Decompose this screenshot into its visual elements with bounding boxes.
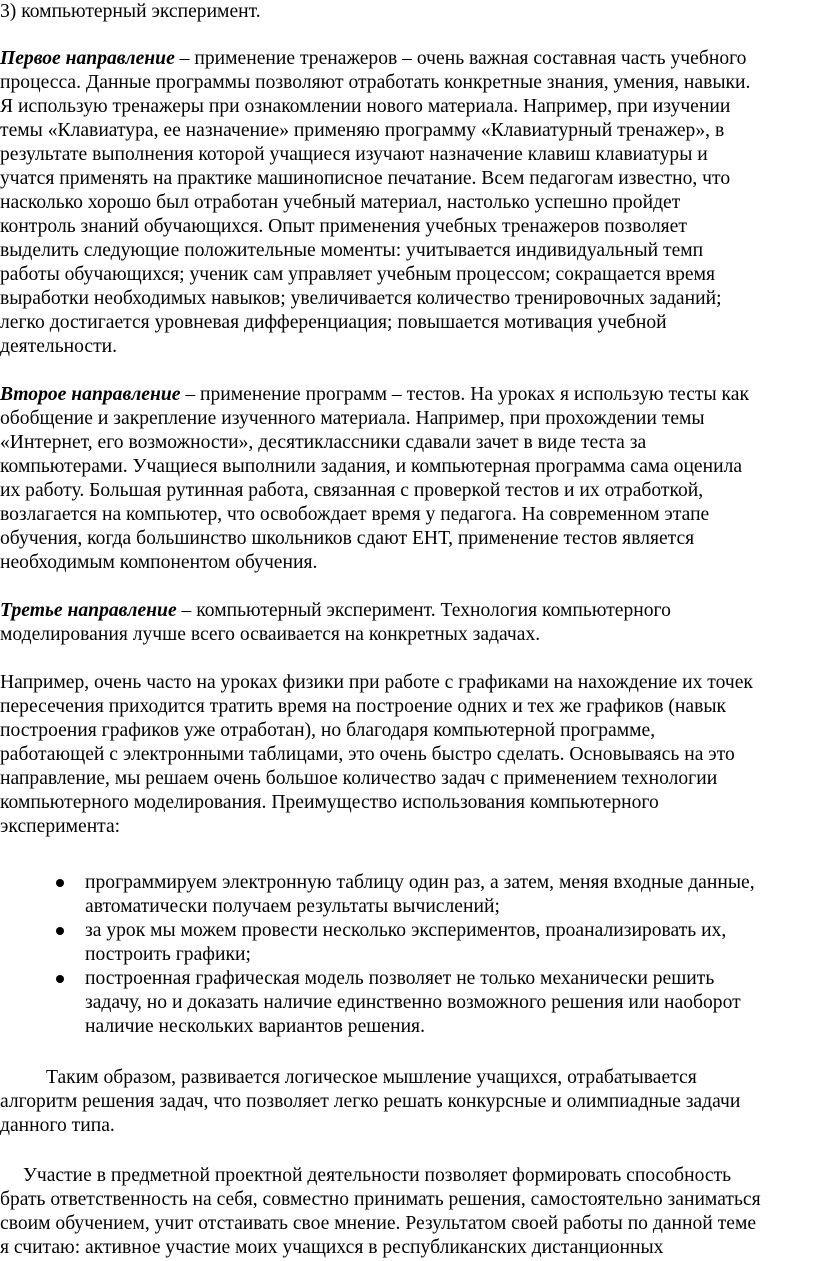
- final-line: брать ответственность на себя, совместно принимать решения, самостоятельно заниматься: [0, 1189, 761, 1210]
- section1-line: деятельности.: [0, 336, 118, 357]
- bullet-icon: [56, 879, 64, 887]
- section2-first-line: [0, 383, 749, 407]
- section1-line: выработки необходимых навыков; увеличивается количество тренировочных заданий;: [0, 288, 722, 309]
- section2-line: обобщение и закрепление изученного материала. Например, при прохождении темы: [0, 408, 705, 429]
- section1-heading: Первое направление: [0, 48, 175, 69]
- section2-first-line-text: – применение программ – тестов. На уроках я использую тесты как: [180, 384, 749, 405]
- section1-line: процесса. Данные программы позволяют отработать конкретные знания, умения, навыки.: [0, 72, 751, 93]
- example-line: эксперимента:: [0, 816, 121, 837]
- example-line: компьютерного моделирования. Преимущество использования компьютерного: [0, 792, 659, 813]
- bullet-icon: [56, 927, 64, 935]
- section2-line: компьютерами. Учащиеся выполнили задания, и компьютерная программа сама оценила: [0, 456, 743, 477]
- section1-line: результате выполнения которой учащиеся изучают назначение клавиш клавиатуры и: [0, 144, 708, 165]
- bullet-icon: [56, 975, 64, 983]
- section1-line: учатся применять на практике машинописное печатание. Всем педагогам известно, что: [0, 168, 731, 189]
- section1-line: насколько хорошо был отработан учебный материал, настолько успешно пройдет: [0, 192, 681, 213]
- final-line: я считаю: активное участие моих учащихся в республиканских дистанционных: [0, 1237, 664, 1258]
- section1-line: контроль знаний обучающихся. Опыт применения учебных тренажеров позволяет: [0, 216, 687, 237]
- section1-first-line: [0, 47, 746, 71]
- final-line: Участие в предметной проектной деятельности позволяет формировать способность: [23, 1165, 732, 1186]
- conclusion-line: данного типа.: [0, 1115, 115, 1136]
- section3-line: моделирования лучше всего осваивается на конкретных задачах.: [0, 624, 541, 645]
- example-line: Например, очень часто на уроках физики при работе с графиками на нахождение их точек: [0, 672, 753, 693]
- section2-line: необходимым компонентом обучения.: [0, 552, 318, 573]
- section1-first-line-text: – применение тренажеров – очень важная составная часть учебного: [174, 48, 747, 69]
- conclusion-line: алгоритм решения задач, что позволяет легко решать конкурсные и олимпиадные задачи: [0, 1091, 741, 1112]
- section2-heading: Второе направление: [0, 384, 181, 405]
- section2-line: возлагается на компьютер, что освобождает время у педагога. На современном этапе: [0, 504, 710, 525]
- section3-heading: Третье направление: [0, 600, 177, 621]
- final-line: своим обучением, учит отстаивать свое мнение. Результатом своей работы по данной теме: [0, 1213, 757, 1234]
- section1-line: легко достигается уровневая дифференциация; повышается мотивация учебной: [0, 312, 667, 333]
- list-item-line: построить графики;: [85, 944, 251, 965]
- section1-line: выделить следующие положительные моменты: учитывается индивидуальный темп: [0, 240, 704, 261]
- section1-line: Я использую тренажеры при ознакомлении нового материала. Например, при изучении: [0, 96, 731, 117]
- list-item-line: за урок мы можем провести несколько экспериментов, проанализировать их,: [85, 920, 727, 941]
- list-item-line: наличие нескольких вариантов решения.: [85, 1016, 425, 1037]
- example-line: построения графиков уже отработан), но благодаря компьютерной программе,: [0, 720, 656, 741]
- intro-line: 3) компьютерный эксперимент.: [0, 1, 261, 22]
- example-line: направление, мы решаем очень большое количество задач с применением технологии: [0, 768, 718, 789]
- section2-line: их работу. Большая рутинная работа, связанная с проверкой тестов и их отработкой,: [0, 480, 704, 501]
- conclusion-line: Таким образом, развивается логическое мышление учащихся, отрабатывается: [46, 1067, 697, 1088]
- section1-line: работы обучающихся; ученик сам управляет учебным процессом; сокращается время: [0, 264, 715, 285]
- section2-line: обучения, когда большинство школьников сдают ЕНТ, применение тестов является: [0, 528, 695, 549]
- section3-first-line-text: – компьютерный эксперимент. Технология компьютерного: [176, 600, 671, 621]
- list-item-line: автоматически получаем результаты вычислений;: [85, 896, 500, 917]
- section3-first-line: [0, 599, 671, 623]
- example-line: работающей с электронными таблицами, это очень быстро сделать. Основываясь на это: [0, 744, 735, 765]
- list-item-line: построенная графическая модель позволяет не только механически решить: [85, 968, 715, 989]
- list-item-line: задачу, но и доказать наличие единственно возможного решения или наоборот: [85, 992, 741, 1013]
- example-line: пересечения приходится тратить время на построение одних и тех же графиков (навык: [0, 696, 727, 717]
- list-item-line: программируем электронную таблицу один раз, а затем, меняя входные данные,: [85, 872, 755, 893]
- section1-line: темы «Клавиатура, ее назначение» применяю программу «Клавиатурный тренажер», в: [0, 120, 725, 141]
- section2-line: «Интернет, его возможности», десятиклассники сдавали зачет в виде теста за: [0, 432, 647, 453]
